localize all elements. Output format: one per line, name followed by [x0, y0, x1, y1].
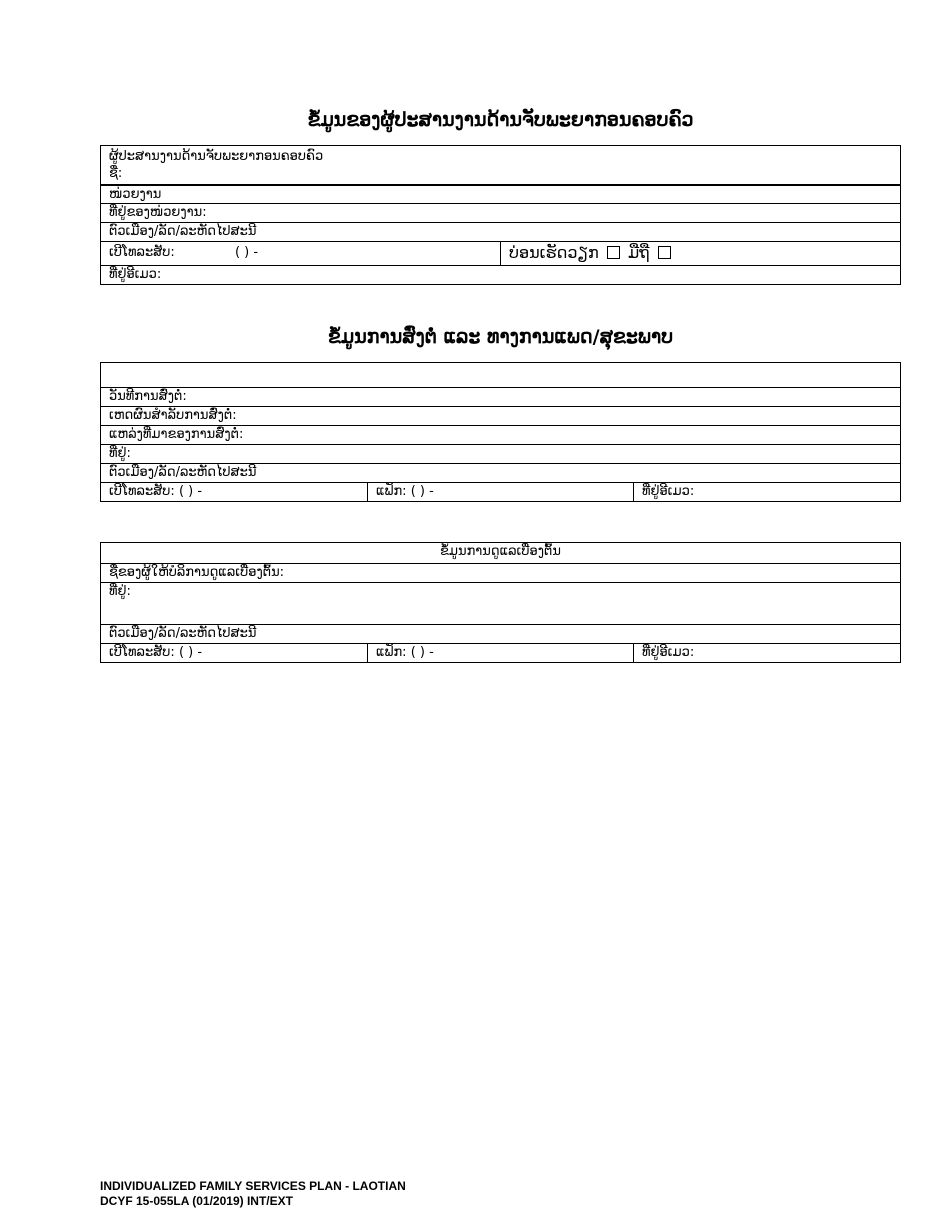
provider-email-label: ທີ່ຢູ່ອີເມວ: — [642, 645, 695, 660]
referral-contact-row — [101, 482, 900, 501]
provider-city-field[interactable] — [101, 624, 900, 643]
provider-address-field[interactable] — [101, 582, 900, 624]
referral-info-box — [100, 362, 901, 502]
phone-field[interactable] — [101, 242, 500, 265]
referral-address-label: ທີ່ຢູ່: — [109, 446, 131, 461]
provider-name-field[interactable] — [101, 563, 900, 582]
provider-email-field[interactable] — [633, 644, 900, 662]
provider-city-label: ຕົວເມືອງ/ລັດ/ລະຫັດໄປສະນີ — [109, 626, 257, 641]
coordinator-info-box — [100, 145, 901, 285]
referral-phone-field[interactable] — [101, 483, 367, 501]
referral-section-title: ຂໍ້ມູນການສົ່ງຕໍ່ ແລະ ທາງການແພດ/ສຸຂະພາບ — [327, 326, 674, 348]
referral-date-label: ວັນທີການສົ່ງຕໍ່: — [109, 389, 187, 404]
coordinator-name-field[interactable] — [101, 146, 900, 184]
coordinator-label: ຜູ້ປະສານງານດ້ານຈັບພະຍາກອນຄອບຄົວ — [109, 149, 324, 164]
primary-care-box — [100, 542, 901, 663]
provider-fax-field[interactable] — [367, 644, 633, 662]
provider-name-label: ຊື່ຂອງຜູ້ໃຫ້ບໍລິການດູແລເບື່ອງຕົ້ນ: — [109, 565, 285, 580]
agency-address-label: ທີ່ຢູ່ຂອງໜ່ວຍງານ: — [109, 205, 207, 220]
referral-blank-row[interactable] — [101, 363, 900, 387]
referral-fax-field[interactable] — [367, 483, 633, 501]
referral-reason-label: ເຫດຜົນສໍາລັບການສົ່ງຕໍ່: — [109, 408, 237, 423]
work-label: ບ່ອນເຮັດວຽກ — [509, 243, 599, 262]
referral-source-label: ແຫລ່ງທີ່ມາຂອງການສົ່ງຕໍ່: — [109, 427, 244, 442]
phone-row — [101, 241, 900, 265]
agency-field[interactable] — [101, 184, 900, 203]
city-state-zip-field[interactable] — [101, 222, 900, 241]
work-checkbox[interactable] — [607, 246, 620, 259]
provider-phone-label: ເບີໂທລະສັບ: ( ) - — [109, 645, 203, 660]
referral-city-field[interactable] — [101, 463, 900, 482]
email-label: ທີ່ຢູ່ອີເມວ: — [109, 267, 162, 282]
referral-source-field[interactable] — [101, 425, 900, 444]
primary-care-title: ຂໍ້ມູນການດູແລເບື່ອງຕົ້ນ — [440, 544, 561, 559]
referral-address-field[interactable] — [101, 444, 900, 463]
form-footer — [100, 1179, 406, 1209]
phone-format: ( ) - — [234, 245, 259, 260]
provider-phone-field[interactable] — [101, 644, 367, 662]
referral-reason-field[interactable] — [101, 406, 900, 425]
agency-label: ໜ່ວຍງານ — [109, 187, 162, 202]
referral-date-field[interactable] — [101, 387, 900, 406]
provider-contact-row — [101, 643, 900, 662]
name-label: ຊື່: — [109, 166, 123, 181]
referral-email-field[interactable] — [633, 483, 900, 501]
city-state-zip-label: ຕົວເມືອງ/ລັດ/ລະຫັດໄປສະນີ — [109, 224, 257, 239]
preferred-contact-field — [500, 242, 900, 265]
form-title: INDIVIDUALIZED FAMILY SERVICES PLAN - LAOTIAN — [100, 1179, 406, 1193]
phone-label: ເບີໂທລະສັບ: — [109, 245, 175, 260]
agency-address-field[interactable] — [101, 203, 900, 222]
referral-phone-label: ເບີໂທລະສັບ: ( ) - — [109, 484, 203, 499]
provider-address-label: ທີ່ຢູ່: — [109, 584, 131, 599]
form-number: DCYF 15-055LA (01/2019) INT/EXT — [100, 1194, 293, 1208]
referral-fax-label: ແຟັກ: ( ) - — [376, 484, 434, 499]
email-field[interactable] — [101, 265, 900, 284]
referral-city-label: ຕົວເມືອງ/ລັດ/ລະຫັດໄປສະນີ — [109, 465, 257, 480]
coordinator-section-title: ຂໍ້ມູນຂອງຜູ້ປະສານງານດ້ານຈັບພະຍາກອນຄອບຄົວ — [307, 109, 694, 131]
mobile-label: ມືຖື — [627, 243, 650, 262]
mobile-checkbox[interactable] — [658, 246, 671, 259]
provider-fax-label: ແຟັກ: ( ) - — [376, 645, 434, 660]
referral-email-label: ທີ່ຢູ່ອີເມວ: — [642, 484, 695, 499]
